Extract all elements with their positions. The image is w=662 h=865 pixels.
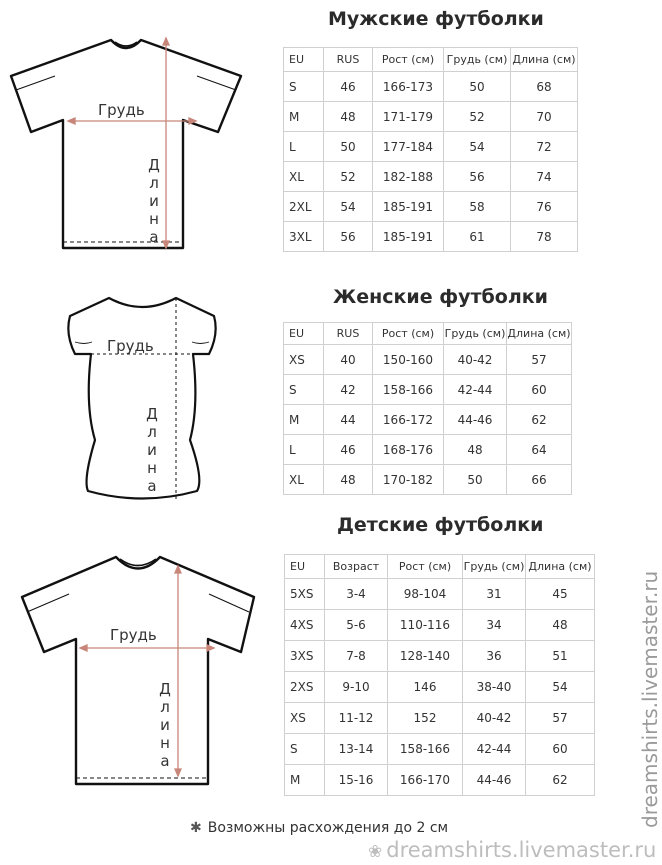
- table-cell: 5XS: [285, 579, 325, 610]
- table-cell: 158-166: [388, 734, 463, 765]
- table-cell: 38-40: [463, 672, 526, 703]
- length-letter: н: [160, 734, 170, 752]
- table-row: [285, 734, 595, 765]
- table-cell: 177-184: [373, 132, 444, 162]
- watermark-logo-icon: ❀: [368, 842, 383, 862]
- table-cell: 48: [444, 435, 507, 465]
- table-cell: 46: [324, 435, 373, 465]
- table-cell: 60: [507, 375, 572, 405]
- table-cell: 146: [388, 672, 463, 703]
- table-cell: 52: [444, 102, 511, 132]
- size-note: [190, 820, 448, 836]
- men-chest-label: Грудь: [98, 101, 145, 119]
- column-header: EU: [284, 323, 324, 345]
- table-cell: 57: [507, 345, 572, 375]
- kids-section-title: Детские футболки: [337, 514, 544, 536]
- watermark-horizontal: [368, 838, 656, 862]
- table-cell: 182-188: [373, 162, 444, 192]
- column-header: Грудь (см): [444, 323, 507, 345]
- length-letter: н: [147, 459, 157, 477]
- table-cell: 150-160: [373, 345, 444, 375]
- table-cell: 44-46: [444, 405, 507, 435]
- kids-chest-label: Грудь: [110, 626, 157, 644]
- table-cell: 15-16: [325, 765, 388, 796]
- table-cell: 171-179: [373, 102, 444, 132]
- table-cell: M: [285, 765, 325, 796]
- table-cell: 68: [511, 72, 578, 102]
- kids-length-label: [155, 680, 175, 770]
- table-cell: 3XS: [285, 641, 325, 672]
- column-header: Возраст: [325, 555, 388, 579]
- table-cell: S: [284, 375, 324, 405]
- table-cell: 62: [507, 405, 572, 435]
- table-cell: 56: [324, 222, 373, 252]
- table-cell: 170-182: [373, 465, 444, 495]
- table-cell: 48: [324, 102, 373, 132]
- table-cell: 50: [444, 465, 507, 495]
- men-section-title: Мужские футболки: [328, 8, 544, 30]
- men-size-table: [283, 47, 578, 252]
- table-cell: 61: [444, 222, 511, 252]
- table-row: [285, 610, 595, 641]
- women-section-title: Женские футболки: [333, 286, 548, 308]
- table-row: [284, 162, 578, 192]
- table-cell: 2XS: [285, 672, 325, 703]
- table-cell: 74: [511, 162, 578, 192]
- table-cell: 50: [444, 72, 511, 102]
- table-row: [285, 641, 595, 672]
- table-cell: 4XS: [285, 610, 325, 641]
- length-letter: и: [160, 716, 170, 734]
- table-cell: XS: [285, 703, 325, 734]
- length-letter: и: [147, 441, 157, 459]
- table-cell: 168-176: [373, 435, 444, 465]
- table-cell: 52: [324, 162, 373, 192]
- length-letter: а: [160, 752, 170, 770]
- table-cell: 44: [324, 405, 373, 435]
- column-header: Рост (см): [373, 323, 444, 345]
- table-cell: 98-104: [388, 579, 463, 610]
- table-cell: 60: [526, 734, 595, 765]
- table-cell: XL: [284, 465, 324, 495]
- table-cell: S: [285, 734, 325, 765]
- table-cell: 152: [388, 703, 463, 734]
- table-cell: 78: [511, 222, 578, 252]
- table-cell: M: [284, 405, 324, 435]
- length-letter: л: [160, 698, 170, 716]
- table-cell: 185-191: [373, 192, 444, 222]
- table-cell: 11-12: [325, 703, 388, 734]
- table-cell: 44-46: [463, 765, 526, 796]
- column-header: RUS: [324, 323, 373, 345]
- table-cell: 70: [511, 102, 578, 132]
- table-cell: 13-14: [325, 734, 388, 765]
- table-cell: L: [284, 435, 324, 465]
- column-header: Длина (см): [511, 48, 578, 72]
- length-letter: Д: [159, 680, 171, 698]
- table-header-row: [284, 48, 578, 72]
- table-cell: 54: [526, 672, 595, 703]
- table-cell: 166-172: [373, 405, 444, 435]
- table-cell: 185-191: [373, 222, 444, 252]
- table-cell: 110-116: [388, 610, 463, 641]
- table-cell: 51: [526, 641, 595, 672]
- table-cell: 45: [526, 579, 595, 610]
- table-cell: S: [284, 72, 324, 102]
- table-cell: 40-42: [444, 345, 507, 375]
- size-note-text: Возможны расхождения до 2 см: [207, 820, 449, 836]
- table-row: [284, 72, 578, 102]
- column-header: Длина (см): [507, 323, 572, 345]
- table-cell: 158-166: [373, 375, 444, 405]
- table-cell: 42: [324, 375, 373, 405]
- table-cell: 46: [324, 72, 373, 102]
- length-letter: Д: [146, 405, 158, 423]
- table-cell: 34: [463, 610, 526, 641]
- women-chest-label: Грудь: [107, 337, 154, 355]
- table-cell: 62: [526, 765, 595, 796]
- table-cell: 40: [324, 345, 373, 375]
- table-cell: 64: [507, 435, 572, 465]
- watermark-vertical: dreamshirts.livemaster.ru: [638, 570, 662, 828]
- table-cell: 56: [444, 162, 511, 192]
- kids-size-table: [284, 554, 595, 796]
- asterisk-icon: ✱: [190, 820, 202, 836]
- table-row: [284, 375, 572, 405]
- column-header: Грудь (см): [444, 48, 511, 72]
- table-row: [285, 703, 595, 734]
- table-cell: 31: [463, 579, 526, 610]
- table-cell: 58: [444, 192, 511, 222]
- table-row: [285, 579, 595, 610]
- table-cell: 9-10: [325, 672, 388, 703]
- column-header: Длина (см): [526, 555, 595, 579]
- kids-tshirt-illustration: [18, 550, 258, 795]
- men-length-label: [144, 156, 164, 246]
- table-cell: 3-4: [325, 579, 388, 610]
- table-cell: 72: [511, 132, 578, 162]
- women-length-label: [142, 405, 162, 495]
- table-cell: 48: [324, 465, 373, 495]
- length-letter: а: [149, 228, 159, 246]
- table-row: [284, 345, 572, 375]
- table-cell: 76: [511, 192, 578, 222]
- table-row: [284, 132, 578, 162]
- table-cell: 42-44: [463, 734, 526, 765]
- table-row: [284, 102, 578, 132]
- table-cell: 3XL: [284, 222, 324, 252]
- table-cell: 2XL: [284, 192, 324, 222]
- table-row: [284, 405, 572, 435]
- table-cell: L: [284, 132, 324, 162]
- table-cell: 57: [526, 703, 595, 734]
- table-row: [285, 672, 595, 703]
- table-header-row: [284, 323, 572, 345]
- women-size-table: [283, 322, 572, 495]
- column-header: EU: [284, 48, 324, 72]
- length-letter: л: [149, 174, 159, 192]
- length-letter: и: [149, 192, 159, 210]
- table-cell: 36: [463, 641, 526, 672]
- table-cell: M: [284, 102, 324, 132]
- table-cell: XS: [284, 345, 324, 375]
- men-tshirt-illustration: [8, 34, 248, 259]
- column-header: Рост (см): [373, 48, 444, 72]
- table-row: [284, 222, 578, 252]
- table-cell: 128-140: [388, 641, 463, 672]
- table-row: [284, 465, 572, 495]
- table-row: [284, 435, 572, 465]
- length-letter: л: [147, 423, 157, 441]
- table-cell: 166-170: [388, 765, 463, 796]
- table-cell: 50: [324, 132, 373, 162]
- length-letter: н: [149, 210, 159, 228]
- table-cell: 48: [526, 610, 595, 641]
- column-header: EU: [285, 555, 325, 579]
- table-row: [285, 765, 595, 796]
- length-letter: Д: [148, 156, 160, 174]
- table-header-row: [285, 555, 595, 579]
- table-row: [284, 192, 578, 222]
- table-cell: 40-42: [463, 703, 526, 734]
- table-cell: 7-8: [325, 641, 388, 672]
- table-cell: 66: [507, 465, 572, 495]
- table-cell: 54: [444, 132, 511, 162]
- watermark-horizontal-text: dreamshirts.livemaster.ru: [386, 838, 657, 862]
- column-header: Рост (см): [388, 555, 463, 579]
- length-letter: а: [147, 477, 157, 495]
- table-cell: 5-6: [325, 610, 388, 641]
- table-cell: 42-44: [444, 375, 507, 405]
- column-header: RUS: [324, 48, 373, 72]
- table-cell: XL: [284, 162, 324, 192]
- table-cell: 166-173: [373, 72, 444, 102]
- table-cell: 54: [324, 192, 373, 222]
- column-header: Грудь (см): [463, 555, 526, 579]
